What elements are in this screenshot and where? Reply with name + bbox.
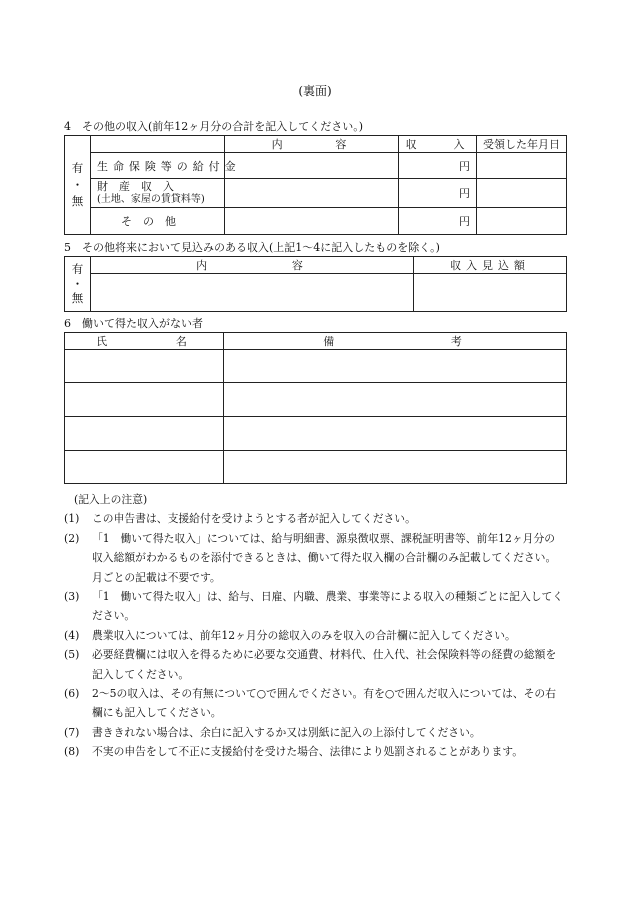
income-field[interactable]: 円 [399, 179, 477, 208]
page-title: (裏面) [298, 84, 332, 98]
income-field[interactable]: 円 [399, 208, 477, 235]
yes-no-cell[interactable]: 有 ・ 無 [65, 257, 91, 312]
col-received-date: 受領した年月日 [477, 136, 567, 153]
note-item: (4) 農業収入については、前年12ヶ月分の総収入のみを収入の合計欄に記入してください。 [64, 628, 516, 642]
note-item: (8) 不実の申告をして不正に支援給付を受けた場合、法律により処罰されることがあります。 [64, 745, 524, 759]
name-field[interactable] [65, 451, 224, 484]
col-income: 収 入 [399, 136, 477, 153]
col-expected-income: 収入見込額 [414, 257, 567, 274]
col-remarks: 備 考 [224, 333, 567, 350]
content-field[interactable] [225, 153, 399, 179]
col-name: 氏 名 [65, 333, 224, 350]
content-field[interactable] [225, 208, 399, 235]
section-6-heading: 6 働いて得た収入がない者 [64, 317, 203, 330]
content-field[interactable] [225, 179, 399, 208]
col-content: 内 容 [225, 136, 399, 153]
notes-section [64, 490, 564, 762]
note-item: (3) 「1 働いて得た収入」は、給与、日雇、内職、農業、事業等による収入の種類ごとに記入してください。 [64, 590, 564, 623]
note-item: (7) 書ききれない場合は、余白に記入するか又は別紙に記入の上添付してください。 [64, 725, 481, 739]
section-4-heading: 4 その他の収入(前年12ヶ月分の合計を記入してください。) [64, 120, 364, 133]
date-field[interactable] [477, 153, 567, 179]
name-field[interactable] [65, 350, 224, 383]
income-field[interactable]: 円 [399, 153, 477, 179]
note-item: (1) この申告書は、支援給付を受けようとする者が記入してください。 [64, 512, 416, 526]
note-item: (5) 必要経費欄には収入を得るために必要な交通費、材料代、仕入代、社会保険料等の経費の総額を記入してください。 [64, 648, 557, 681]
note-item: (6) 2〜5の収入は、その有無について○で囲んでください。有を○で囲んだ収入については、その右欄にも記入してください。 [64, 687, 557, 720]
expected-income-table [64, 256, 567, 312]
row-life-insurance: 生命保険等の給付金 [91, 153, 225, 179]
content-field[interactable] [91, 274, 414, 312]
remarks-field[interactable] [224, 350, 567, 383]
expected-income-field[interactable] [414, 274, 567, 312]
remarks-field[interactable] [224, 451, 567, 484]
no-income-persons-table [64, 332, 567, 484]
name-field[interactable] [65, 383, 224, 417]
remarks-field[interactable] [224, 383, 567, 417]
remarks-field[interactable] [224, 417, 567, 451]
name-field[interactable] [65, 417, 224, 451]
date-field[interactable] [477, 208, 567, 235]
section-5-heading: 5 その他将来において見込みのある収入(上記1〜4に記入したものを除く。) [64, 241, 440, 254]
date-field[interactable] [477, 179, 567, 208]
yes-no-cell[interactable]: 有 ・ 無 [65, 136, 91, 235]
col-content: 内 容 [91, 257, 414, 274]
row-property-income: 財 産 収 入 (土地、家屋の賃貸料等) [91, 179, 225, 208]
note-item: (2) 「1 働いて得た収入」については、給与明細書、源泉徴収票、課税証明書等、前年12ヶ月分の収入総額がわかるものを添付できるときは、働いて得た収入欄の合計欄のみ記載してください。月ごとの記載は不要です。 [64, 531, 557, 584]
other-income-table [64, 135, 567, 235]
row-other: そ の 他 [91, 208, 225, 235]
notes-heading: (記入上の注意) [74, 493, 148, 506]
